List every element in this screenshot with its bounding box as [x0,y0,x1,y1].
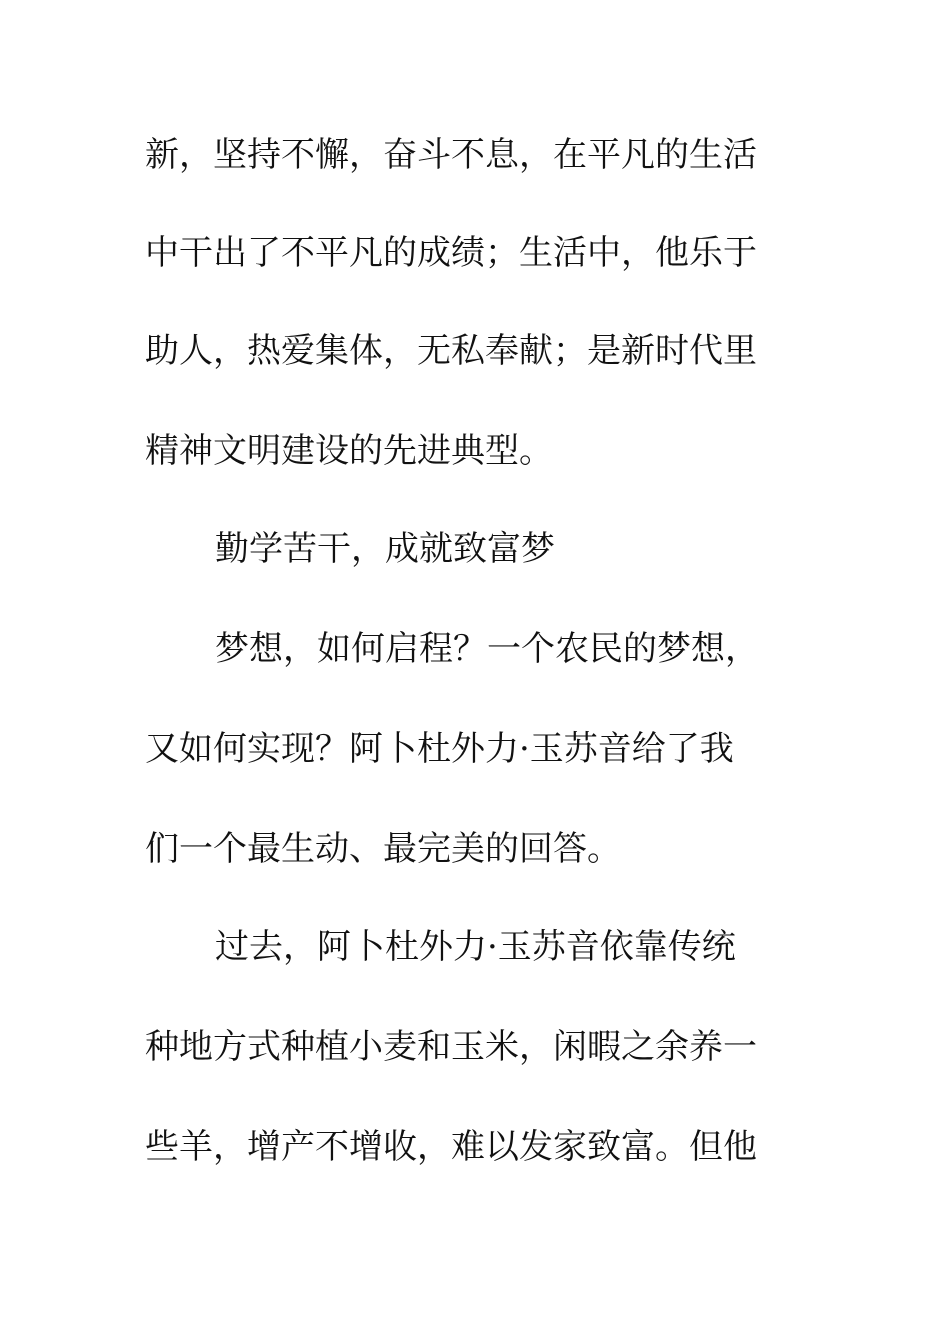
text-line-10: 种地方式种植小麦和玉米，闲暇之余养一 [145,1027,757,1067]
text-line-1: 新，坚持不懈，奋斗不息，在平凡的生活 [145,135,757,175]
text-line-3: 助人，热爱集体，无私奉献；是新时代里 [145,331,757,371]
section-heading: 勤学苦干，成就致富梦 [215,529,555,569]
text-line-8: 们一个最生动、最完美的回答。 [145,829,621,869]
text-line-2: 中干出了不平凡的成绩；生活中，他乐于 [145,233,757,273]
text-line-7: 又如何实现？阿卜杜外力·玉苏音给了我 [145,729,734,769]
text-line-6: 梦想，如何启程？一个农民的梦想， [215,629,759,669]
text-line-11: 些羊，增产不增收，难以发家致富。但他 [145,1127,757,1167]
text-line-4: 精神文明建设的先进典型。 [145,431,553,471]
text-line-9: 过去，阿卜杜外力·玉苏音依靠传统 [215,927,736,967]
